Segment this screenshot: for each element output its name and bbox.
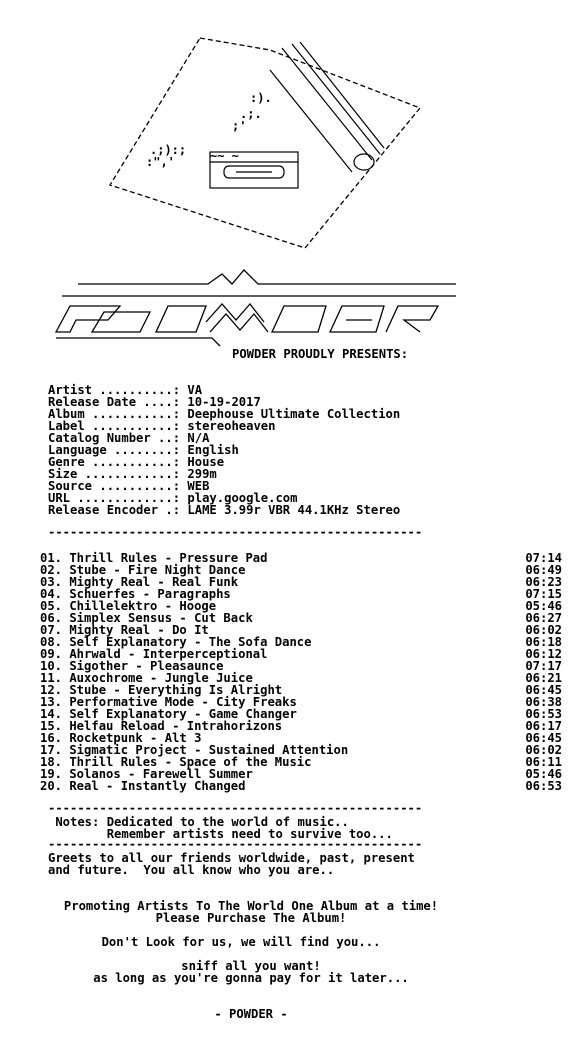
track-row: 14. Self Explanatory - Game Changer 06:53 xyxy=(40,707,562,721)
svg-text:;': ;' xyxy=(232,119,247,133)
separator: --------------------------------------------------- xyxy=(48,837,423,851)
track-row: 13. Performative Mode - City Freaks 06:38 xyxy=(40,695,562,709)
sniff-line: sniff all you want! xyxy=(181,959,321,973)
track-row: 19. Solanos - Farewell Summer 05:46 xyxy=(40,767,562,781)
track-row: 18. Thrill Rules - Space of the Music 06:11 xyxy=(40,755,562,769)
svg-text::).: :). xyxy=(250,91,272,105)
svg-text:.;):;: .;):; xyxy=(150,143,187,157)
presents-header: POWDER PROUDLY PRESENTS: xyxy=(232,347,409,361)
track-row: 03. Mighty Real - Real Funk 06:23 xyxy=(40,575,562,589)
release-info xyxy=(48,384,400,516)
info-row-language: Language ........: English xyxy=(48,443,239,457)
greets-line: Greets to all our friends worldwide, past, present xyxy=(48,851,415,865)
info-row-label: Label ...........: stereoheaven xyxy=(48,419,276,433)
svg-text:~~ ~: ~~ ~ xyxy=(210,149,239,163)
track-row: 16. Rocketpunk - Alt 3 06:45 xyxy=(40,731,562,745)
look-line: Don't Look for us, we will find you... xyxy=(101,935,381,949)
track-row: 15. Helfau Reload - Intrahorizons 06:17 xyxy=(40,719,562,733)
separator: --------------------------------------------------- xyxy=(48,525,423,539)
info-row-catalog: Catalog Number ..: N/A xyxy=(48,431,210,445)
track-row: 04. Schuerfes - Paragraphs 07:15 xyxy=(40,587,562,601)
signature: - POWDER - xyxy=(214,1007,288,1021)
track-row: 12. Stube - Everything Is Alright 06:45 xyxy=(40,683,562,697)
notes-line: Notes: Dedicated to the world of music.. xyxy=(48,815,349,829)
sniff-line: as long as you're gonna pay for it later... xyxy=(93,971,409,985)
track-row: 09. Ahrwald - Interperceptional 06:12 xyxy=(40,647,562,661)
track-row: 01. Thrill Rules - Pressure Pad 07:14 xyxy=(40,551,562,565)
ascii-art-logo xyxy=(0,262,568,347)
info-row-encoder: Release Encoder .: LAME 3.99r VBR 44.1KHz Stereo xyxy=(48,503,401,517)
info-row-genre: Genre ...........: House xyxy=(48,455,225,469)
info-row-source: Source ..........: WEB xyxy=(48,479,210,493)
track-row: 20. Real - Instantly Changed 06:53 xyxy=(40,779,562,793)
info-row-album: Album ...........: Deephouse Ultimate Collection xyxy=(48,407,401,421)
info-row-release-date: Release Date ....: 10-19-2017 xyxy=(48,395,261,409)
track-row: 10. Sigother - Pleasaunce 07:17 xyxy=(40,659,562,673)
track-row: 05. Chillelektro - Hooge 05:46 xyxy=(40,599,562,613)
promo-line: Please Purchase The Album! xyxy=(155,911,347,925)
greets xyxy=(48,852,415,876)
notes-line: Remember artists need to survive too... xyxy=(48,827,393,841)
ascii-art-sketch xyxy=(0,30,568,260)
svg-text:.;.: .;. xyxy=(240,107,262,121)
track-row: 06. Simplex Sensus - Cut Back 06:27 xyxy=(40,611,562,625)
track-row: 11. Auxochrome - Jungle Juice 06:21 xyxy=(40,671,562,685)
info-row-url: URL .............: play.google.com xyxy=(48,491,298,505)
track-row: 17. Sigmatic Project - Sustained Attention 06:02 xyxy=(40,743,562,757)
track-row: 07. Mighty Real - Do It 06:02 xyxy=(40,623,562,637)
greets-line: and future. You all know who you are.. xyxy=(48,863,335,877)
track-row: 02. Stube - Fire Night Dance 06:49 xyxy=(40,563,562,577)
track-row: 08. Self Explanatory - The Sofa Dance 06:18 xyxy=(40,635,562,649)
info-row-size: Size ............: 299m xyxy=(48,467,217,481)
tracklist xyxy=(40,552,562,792)
separator: --------------------------------------------------- xyxy=(48,801,423,815)
promo-line: Promoting Artists To The World One Album at a time! xyxy=(63,899,439,913)
info-row-artist: Artist ..........: VA xyxy=(48,383,203,397)
svg-text::",': :",' xyxy=(146,155,175,169)
